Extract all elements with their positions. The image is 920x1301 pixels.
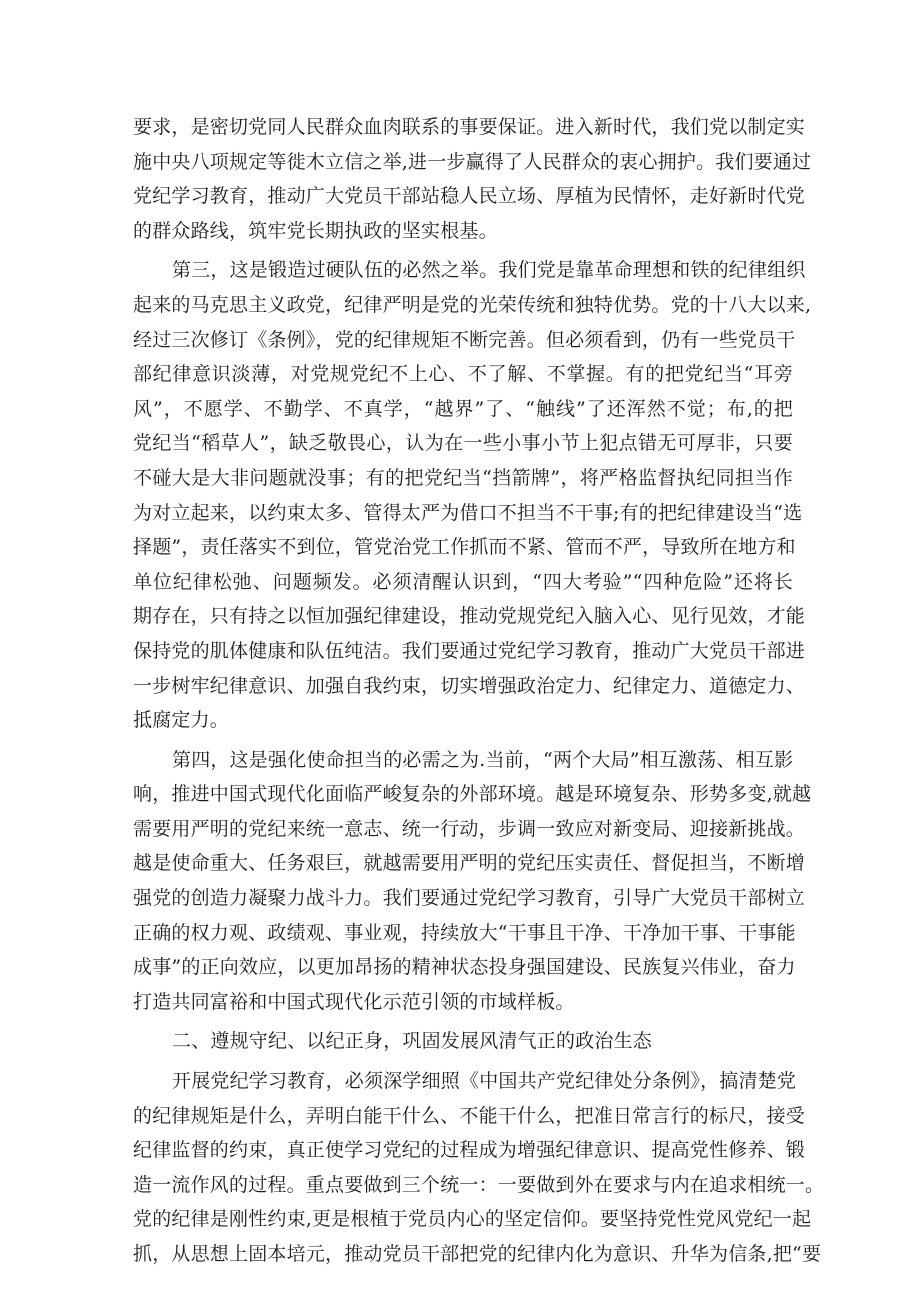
text-line: 党纪学习教育，推动广大党员干部站稳人民立场、厚植为民情怀，走好新时代党 [133, 185, 806, 208]
text-line: 党的纪律是刚性约束,更是根植于党员内心的坚定信仰。要坚持党性党风党纪一起 [133, 1208, 812, 1231]
text-line: 开展党纪学习教育，必须深学细照《中国共产党纪律处分条例》，搞清楚党 [172, 1070, 797, 1093]
paragraph-3 [133, 743, 812, 1020]
text-line: 施中央八项规定等徙木立信之举,进一步赢得了人民群众的衷心拥护。我们要通过 [133, 150, 812, 173]
text-line: 第三，这是锻造过硬队伍的必然之举。我们党是靠革命理想和铁的纪律组织 [172, 259, 806, 282]
text-line: 期存在，只有持之以恒加强纪律建设，推动党规党纪入脑入心、见行见效，才能 [133, 605, 806, 628]
text-line: 第四，这是强化使命担当的必需之为.当前，“两个大局”相互激荡、相互影 [172, 748, 794, 771]
paragraph-1 [133, 110, 812, 248]
text-line: 风”，不愿学、不勤学、不真学，“越界”了、“触线”了还浑然不觉；布,的把 [133, 397, 793, 420]
text-line: 党纪当“稻草人”，缺乏敬畏心，认为在一些小事小节上犯点错无可厚非，只要 [133, 432, 793, 455]
text-line: 要求，是密切党同人民群众血肉联系的事要保证。进入新时代，我们党以制定实 [133, 116, 806, 138]
section-heading-text: 二、遵规守纪、以纪正身，巩固发展风清气正的政治生态 [172, 1030, 653, 1053]
text-line: 为对立起来，以约束太多、管得太严为借口不担当不干事;有的把纪律建设当“选 [133, 501, 803, 524]
text-line: 成事”的正向效应，以更加昂扬的精神状态投身强国建设、民族复兴伟业，奋力 [133, 956, 796, 979]
text-line: 起来的马克思主义政党，纪律严明是党的光荣传统和独特优势。党的十八大以来, [133, 293, 812, 316]
text-line: 响，推进中国式现代化面临严峻复杂的外部环境。越是环境复杂、形势多变,就越 [133, 783, 812, 806]
text-line: 越是使命重大、任务艰巨，就越需要用严明的党纪压实责任、督促担当，不断增 [133, 852, 806, 875]
text-line: 部纪律意识淡薄，对党规党纪不上心、不了解、不掌握。有的把党纪当“耳旁 [133, 363, 793, 386]
text-line: 抵腐定力。 [133, 709, 230, 732]
paragraph-5 [133, 1064, 825, 1272]
document-body [133, 110, 825, 1277]
text-line: 单位纪律松弛、问题频发。必须清醒认识到，“四大考验”“四种危险”还将长 [133, 570, 793, 593]
paragraph-2 [133, 253, 812, 737]
text-line: 经过三次修订《条例》，党的纪律规矩不断完善。但必须看到，仍有一些党员干 [133, 328, 796, 351]
section-heading [133, 1024, 793, 1059]
text-line: 纪律监督的约束，真正使学习党纪的过程成为增强纪律意识、提高党性修养、锻 [133, 1139, 806, 1162]
text-line: 择题”，责任落实不到位，管党治党工作抓而不紧、管而不严，导致所在地方和 [133, 536, 796, 559]
text-line: 强党的创造力凝聚力战斗力。我们要通过党纪学习教育，引导广大党员干部树立 [133, 887, 806, 910]
text-line: 一步树牢纪律意识、加强自我约束，切实增强政治定力、纪律定力、道德定力、 [133, 674, 806, 697]
text-line: 打造共同富裕和中国式现代化示范引领的市域样板。 [133, 990, 575, 1013]
text-line: 造一流作风的过程。重点要做到三个统一：一要做到外在要求与内在追求相统一。 [133, 1173, 825, 1196]
text-line: 的群众路线，筑牢党长期执政的坚实根基。 [133, 219, 498, 242]
text-line: 抓，从思想上固本培元，推动党员干部把党的纪律内化为意识、升华为信条,把“要 [133, 1243, 822, 1265]
text-line: 正确的权力观、政绩观、事业观，持续放大“干事且干净、干净加干事、干事能 [133, 921, 796, 944]
text-line: 的纪律规矩是什么，弄明白能干什么、不能干什么，把准日常言行的标尺，接受 [133, 1104, 806, 1127]
text-line: 需要用严明的党纪来统一意志、统一行动，步调一致应对新变局、迎接新挑战。 [133, 817, 806, 840]
text-line: 保持党的肌体健康和队伍纯洁。我们要通过党纪学习教育，推动广大党员干部进 [133, 639, 806, 662]
text-line: 不碰大是大非问题就没事；有的把党纪当“挡箭牌”，将严格监督执纪同担当作 [133, 466, 793, 489]
